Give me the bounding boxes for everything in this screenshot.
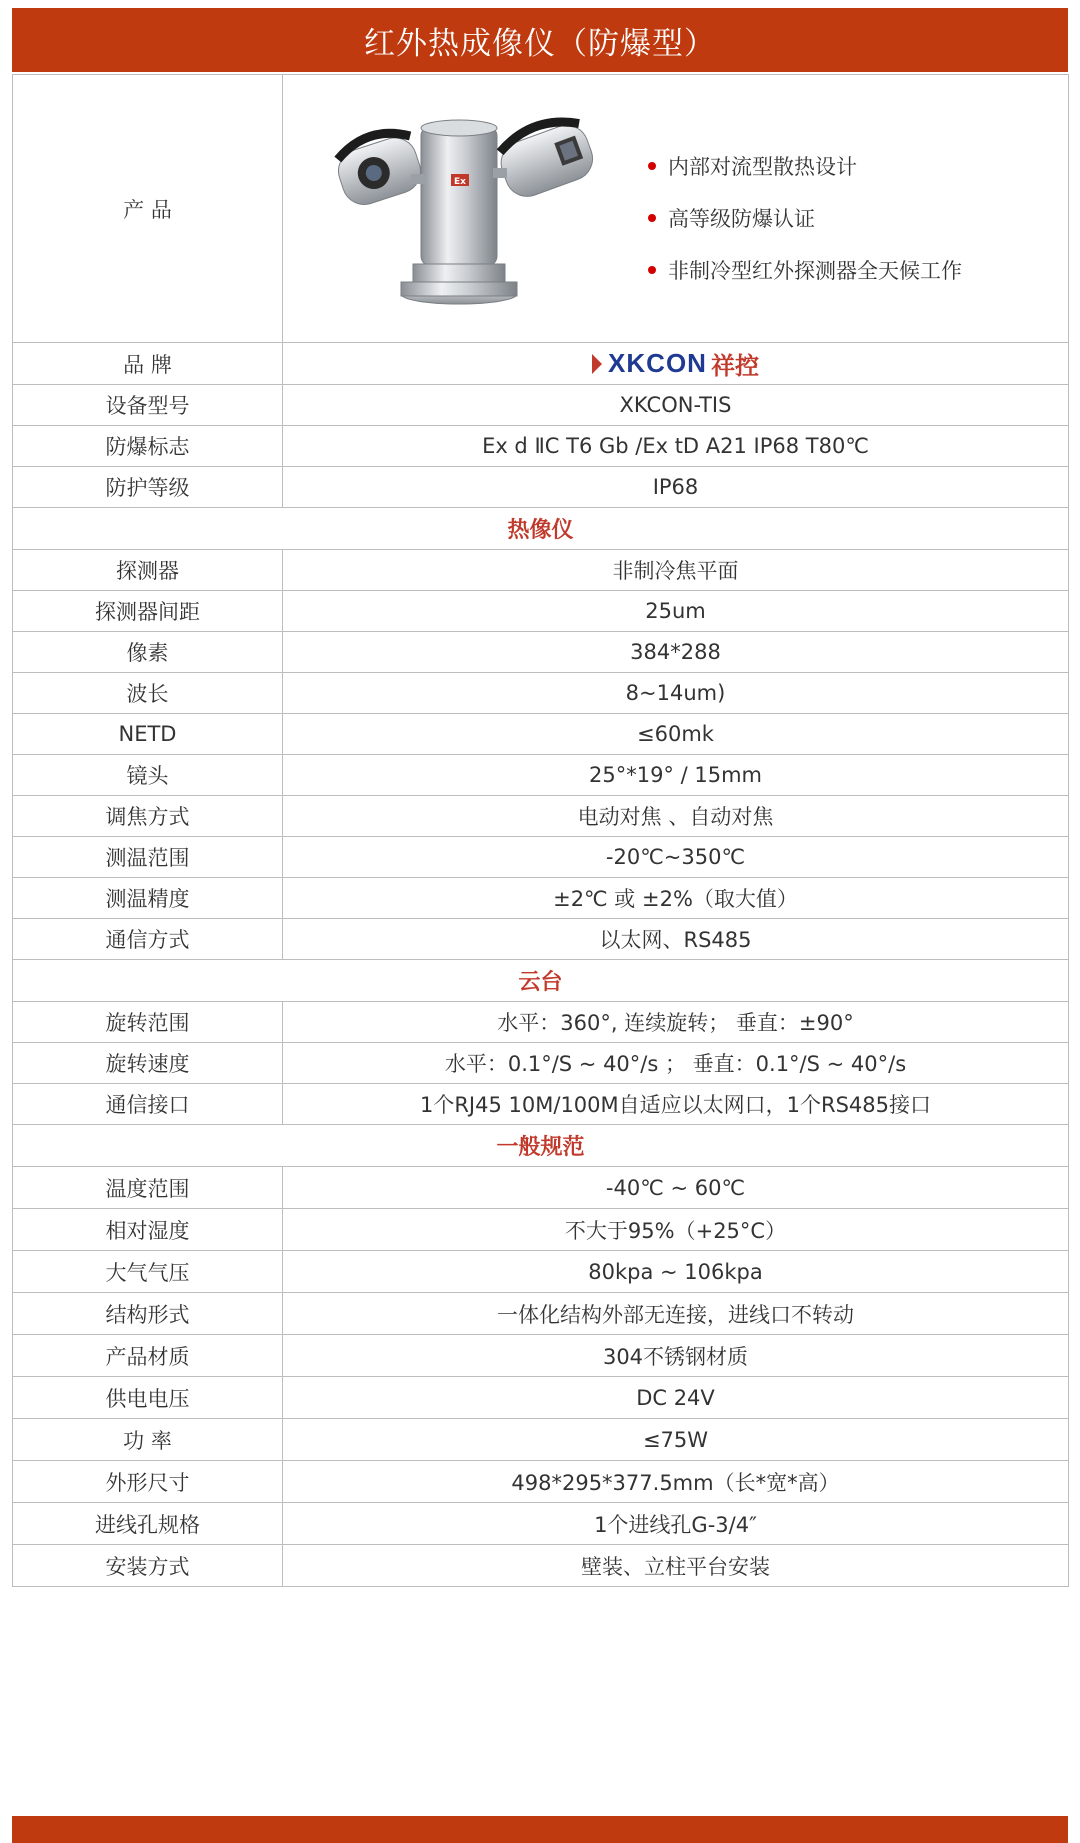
spec-value: -40℃ ~ 60℃ [283, 1167, 1069, 1209]
spec-value: IP68 [283, 467, 1069, 508]
section-heading: 云台 [13, 960, 1069, 1002]
product-row [13, 75, 1069, 343]
spec-value: 498*295*377.5mm（长*宽*高） [283, 1461, 1069, 1503]
product-cell [283, 75, 1069, 343]
spec-label: 相对湿度 [13, 1209, 283, 1251]
spec-value: ≤60mk [283, 714, 1069, 755]
spec-label: 通信方式 [13, 919, 283, 960]
spec-row [13, 1167, 1069, 1209]
feature-list [648, 140, 962, 296]
spec-row [13, 1293, 1069, 1335]
spec-label: 供电电压 [13, 1377, 283, 1419]
spec-row [13, 1377, 1069, 1419]
spec-label: 安装方式 [13, 1545, 283, 1587]
spec-value: -20℃~350℃ [283, 837, 1069, 878]
spec-table [12, 74, 1069, 1587]
spec-value: 80kpa ~ 106kpa [283, 1251, 1069, 1293]
bullet-dot-icon [648, 214, 656, 222]
spec-row [13, 673, 1069, 714]
spec-row [13, 755, 1069, 796]
spec-row [13, 1251, 1069, 1293]
spec-label: 探测器 [13, 550, 283, 591]
brand-label: 品 牌 [13, 343, 283, 385]
spec-label: 防爆标志 [13, 426, 283, 467]
spec-row [13, 1084, 1069, 1125]
spec-row [13, 467, 1069, 508]
spec-label: 像素 [13, 632, 283, 673]
spec-value: 不大于95%（+25°C） [283, 1209, 1069, 1251]
spec-value: 384*288 [283, 632, 1069, 673]
spec-row [13, 714, 1069, 755]
spec-value: 以太网、RS485 [283, 919, 1069, 960]
spec-row [13, 837, 1069, 878]
bottom-bar [12, 1816, 1068, 1843]
brand-logo-latin: XKCON [608, 348, 707, 378]
feature-item [648, 140, 962, 192]
spec-value: XKCON-TIS [283, 385, 1069, 426]
spec-value: 304不锈钢材质 [283, 1335, 1069, 1377]
spec-label: 探测器间距 [13, 591, 283, 632]
spec-label: 温度范围 [13, 1167, 283, 1209]
section-heading-row [13, 1125, 1069, 1167]
spec-value: 电动对焦 、自动对焦 [283, 796, 1069, 837]
bullet-dot-icon [648, 266, 656, 274]
spec-label: 波长 [13, 673, 283, 714]
spec-value: 水平：360°, 连续旋转； 垂直：±90° [283, 1002, 1069, 1043]
bullet-dot-icon [648, 162, 656, 170]
feature-text: 内部对流型散热设计 [668, 154, 857, 179]
spec-row [13, 1419, 1069, 1461]
spec-label: 设备型号 [13, 385, 283, 426]
spec-row [13, 878, 1069, 919]
spec-label: 大气气压 [13, 1251, 283, 1293]
spec-row [13, 1002, 1069, 1043]
spec-value: 25um [283, 591, 1069, 632]
spec-label: 旋转范围 [13, 1002, 283, 1043]
section-heading-row [13, 508, 1069, 550]
spec-value: 水平：0.1°/S ~ 40°/s ； 垂直：0.1°/S ~ 40°/s [283, 1043, 1069, 1084]
spec-label: 测温范围 [13, 837, 283, 878]
spec-row [13, 591, 1069, 632]
spec-row [13, 1545, 1069, 1587]
spec-label: 旋转速度 [13, 1043, 283, 1084]
feature-text: 非制冷型红外探测器全天候工作 [668, 258, 962, 283]
spec-row [13, 919, 1069, 960]
spec-value: 壁装、立柱平台安装 [283, 1545, 1069, 1587]
spec-label: 外形尺寸 [13, 1461, 283, 1503]
product-label: 产 品 [13, 75, 283, 343]
brand-logo-cn: 祥控 [710, 352, 759, 380]
ex-mark: Ex [454, 176, 466, 187]
brand-logo [592, 346, 759, 381]
spec-row [13, 796, 1069, 837]
brand-cell [283, 343, 1069, 385]
spec-row [13, 385, 1069, 426]
section-heading: 热像仪 [13, 508, 1069, 550]
feature-text: 高等级防爆认证 [668, 206, 815, 231]
spec-label: 防护等级 [13, 467, 283, 508]
spec-value: ±2℃ 或 ±2%（取大值） [283, 878, 1069, 919]
brand-chevron-icon [592, 354, 602, 374]
spec-row [13, 550, 1069, 591]
spec-row [13, 1043, 1069, 1084]
spec-value: Ex d ⅡC T6 Gb /Ex tD A21 IP68 T80℃ [283, 426, 1069, 467]
page-title: 红外热成像仪（防爆型） [12, 8, 1068, 72]
spec-row [13, 632, 1069, 673]
brand-row [13, 343, 1069, 385]
spec-row [13, 1461, 1069, 1503]
spec-label: 结构形式 [13, 1293, 283, 1335]
section-heading: 一般规范 [13, 1125, 1069, 1167]
spec-row [13, 1335, 1069, 1377]
spec-value: 非制冷焦平面 [283, 550, 1069, 591]
spec-label: 镜头 [13, 755, 283, 796]
spec-label: 进线孔规格 [13, 1503, 283, 1545]
feature-item [648, 192, 962, 244]
spec-label: 产品材质 [13, 1335, 283, 1377]
spec-value: 1个进线孔G-3/4″ [283, 1503, 1069, 1545]
spec-label: 调焦方式 [13, 796, 283, 837]
spec-row [13, 1503, 1069, 1545]
spec-label: 通信接口 [13, 1084, 283, 1125]
spec-label: NETD [13, 714, 283, 755]
spec-value: ≤75W [283, 1419, 1069, 1461]
feature-item [648, 244, 962, 296]
spec-label: 测温精度 [13, 878, 283, 919]
spec-value: 25°*19° / 15mm [283, 755, 1069, 796]
spec-value: DC 24V [283, 1377, 1069, 1419]
spec-label: 功 率 [13, 1419, 283, 1461]
spec-row [13, 426, 1069, 467]
spec-row [13, 1209, 1069, 1251]
spec-value: 一体化结构外部无连接，进线口不转动 [283, 1293, 1069, 1335]
section-heading-row [13, 960, 1069, 1002]
spec-value: 1个RJ45 10M/100M自适应以太网口，1个RS485接口 [283, 1084, 1069, 1125]
camera-product-image [333, 94, 633, 324]
spec-value: 8~14um) [283, 673, 1069, 714]
